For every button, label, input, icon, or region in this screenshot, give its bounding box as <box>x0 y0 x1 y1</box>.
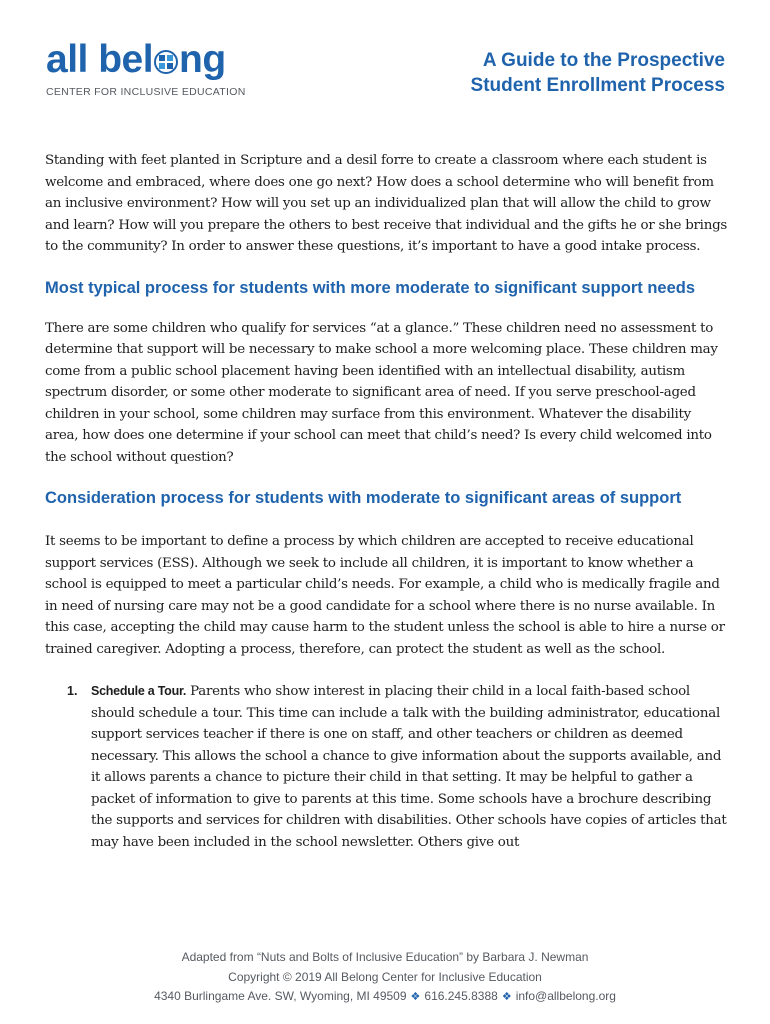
diamond-separator-icon: ❖ <box>410 991 421 1003</box>
list-item-text: Parents who show interest in placing their child in a local faith-based school should schedule a tour. This time can include a talk with the building administrator, educational support services teacher if there is one on staff, and other teachers or children as deemed necessary. This allows the school a chance to give information about the supports available, and it allows parents a chance to picture their child in that setting. It may be helpful to gather a packet of information to give to parents at this time. Some schools have a brochure describing the supports and services for children with disabilities. Other schools have copies of articles that may have been included in the school newsletter. Others give out <box>91 684 727 850</box>
logo-text-right: ng <box>179 38 226 81</box>
section-paragraph-typical-process: There are some children who qualify for services “at a glance.” These children need no assessment to determine that support will be necessary to make school a more welcoming place. These children may come from a public school placement having been identified with an intellectual disability, autism spectrum disorder, or some other moderate to significant area of need. If you serve preschool-aged children in your school, some children may surface from this environment. Whatever the disability area, how does one determine if your school can meet that child’s need? Is every child welcomed into the school without question? <box>45 320 718 465</box>
footer-contact <box>0 987 770 1008</box>
logo <box>46 40 256 98</box>
footer-address: 4340 Burlingame Ave. SW, Wyoming, MI 49509 <box>154 989 407 1003</box>
diamond-separator-icon: ❖ <box>501 991 512 1003</box>
numbered-list <box>45 681 728 853</box>
section-heading-typical-process: Most typical process for students with more moderate to significant support needs <box>45 278 696 297</box>
section-heading-consideration-process: Consideration process for students with moderate to significant areas of support <box>45 489 682 507</box>
document-title <box>471 48 725 98</box>
list-item <box>91 681 728 853</box>
section-paragraph-consideration-process: It seems to be important to define a process by which children are accepted to receive educational support services (ESS). Although we seek to include all children, it is important to know whether a school is equipped to meet a particular child’s needs. For example, a child who is medically fragile and in need of nursing care may not be a good candidate for a school where there is no nurse available. In this case, accepting the child may cause harm to the student unless the school is able to hire a nurse or trained caregiver. Adopting a process, therefore, can protect the student as well as the school. <box>45 534 725 657</box>
logo-wordmark <box>46 40 256 80</box>
title-line-2: Student Enrollment Process <box>470 75 725 96</box>
footer-email: info@allbelong.org <box>515 989 616 1003</box>
logo-subtitle: CENTER FOR INCLUSIVE EDUCATION <box>46 86 246 98</box>
puzzle-mark-icon <box>154 50 178 74</box>
footer-attribution: Adapted from “Nuts and Bolts of Inclusive Education” by Barbara J. Newman <box>181 950 589 964</box>
list-item-lead: Schedule a Tour. <box>91 684 187 698</box>
footer <box>0 948 770 1008</box>
logo-text-left: all bel <box>46 38 154 81</box>
footer-copyright: Copyright © 2019 All Belong Center for Inclusive Education <box>228 969 542 984</box>
intro-paragraph: Standing with feet planted in Scripture and a desil forre to create a classroom where each student is welcome and embraced, where does one go next? How does a school determine who will benefit from an inclusive environment? How will you set up an individualized plan that will allow the child to grow and learn? How will you prepare the others to best receive that individual and the gifts he or she brings to the community? In order to answer these questions, it’s important to have a good intake process. <box>45 153 728 254</box>
title-line-1: A Guide to the Prospective <box>482 50 725 71</box>
footer-phone: 616.245.8388 <box>424 989 498 1003</box>
main-content <box>45 150 728 853</box>
list-item-number: 1. <box>67 684 78 698</box>
